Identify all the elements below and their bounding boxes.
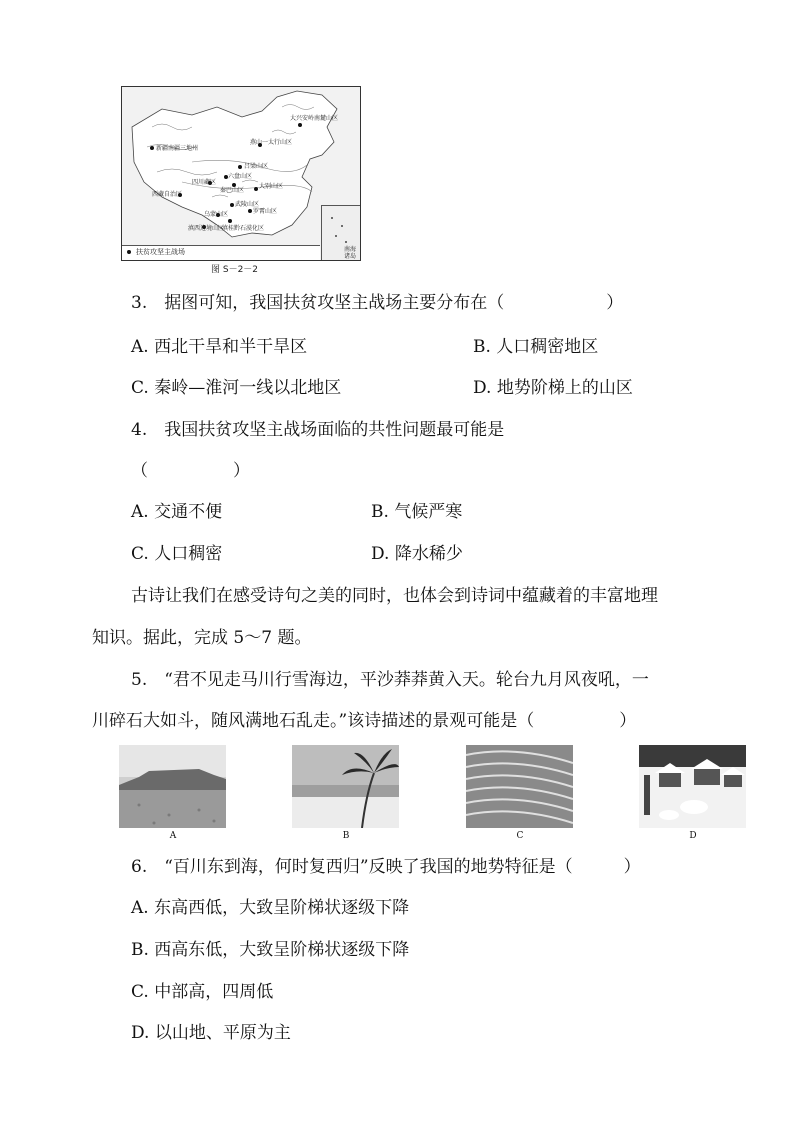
photo-label-a: A [169, 831, 177, 841]
q6-stem: 6. “百川东到海，何时复西归”反映了我国的地势特征是（ ） [131, 857, 641, 877]
photo-d-snow-village [639, 745, 746, 828]
map-label-lvliang: 吕梁山区 [244, 163, 269, 170]
map-label-qinba: 秦巴山区 [220, 187, 245, 194]
map-legend [122, 245, 320, 260]
q6-option-b: B. 西高东低，大致呈阶梯状逐级下降 [131, 940, 410, 960]
map-label-wuling: 武陵山区 [235, 201, 260, 208]
legend-dot-icon [127, 250, 131, 254]
photo-a-desert [119, 745, 226, 828]
q4-option-a: A. 交通不便 [131, 502, 223, 522]
map-caption: 图 S－2－2 [211, 265, 259, 275]
map-label-sichuan: 四川藏区 [192, 179, 217, 186]
map-label-dianxi: 滇西边境山区 [188, 225, 225, 232]
q6-option-d: D. 以山地、平原为主 [131, 1023, 291, 1043]
photo-label-c: C [516, 831, 524, 841]
map-label-diangui: 滇桂黔石漠化区 [222, 225, 265, 232]
photo-b-image [292, 745, 399, 828]
q3-option-b: B. 人口稠密地区 [473, 337, 599, 357]
q5-line-2: 川碎石大如斗，随风满地石乱走。”该诗描述的景观可能是（ ） [92, 711, 637, 731]
photo-a-image [119, 745, 226, 828]
intro-line-2: 知识。据此，完成 5～7 题。 [92, 628, 312, 648]
q4-stem: 4. 我国扶贫攻坚主战场面临的共性问题最可能是 [131, 420, 505, 440]
q3-option-d: D. 地势阶梯上的山区 [473, 378, 633, 398]
photo-label-b: B [342, 831, 350, 841]
map-label-luoxiao: 罗霄山区 [253, 208, 278, 215]
map-label-liupan: 六盘山区 [228, 173, 253, 180]
photo-label-d: D [689, 831, 697, 841]
china-poverty-map [121, 86, 361, 261]
q3-option-c: C. 秦岭—淮河一线以北地区 [131, 378, 342, 398]
photo-d-image [639, 745, 746, 828]
photo-b-beach [292, 745, 399, 828]
q5-line-1: 5. “君不见走马川行雪海边，平沙莽莽黄入天。轮台九月风夜吼，一 [131, 670, 649, 690]
legend-text: 扶贫攻坚主战场 [136, 248, 185, 256]
map-label-dabie: 大别山区 [259, 183, 284, 190]
inset-label: 南海诸岛 [344, 246, 357, 260]
q4-option-d: D. 降水稀少 [371, 544, 463, 564]
q6-option-c: C. 中部高，四周低 [131, 982, 274, 1002]
map-label-wumeng: 乌蒙山区 [204, 211, 229, 218]
q4-answer-paren: （ ） [131, 461, 250, 481]
photo-c-image [466, 745, 573, 828]
intro-line-1: 古诗让我们在感受诗句之美的同时，也体会到诗词中蕴藏着的丰富地理 [131, 586, 658, 606]
photo-c-terraces [466, 745, 573, 828]
q3-option-a: A. 西北干旱和半干旱区 [131, 337, 308, 357]
map-label-yanshan: 燕山一太行山区 [250, 139, 293, 146]
map-label-daxinganling: 大兴安岭南麓山区 [290, 115, 339, 122]
q6-option-a: A. 东高西低，大致呈阶梯状逐级下降 [131, 898, 410, 918]
q4-option-c: C. 人口稠密 [131, 544, 223, 564]
map-label-xinjiang: 新疆南疆三地州 [156, 145, 199, 152]
map-label-xizang: 西藏自治区 [152, 191, 183, 198]
q4-option-b: B. 气候严寒 [371, 502, 463, 522]
south-china-sea-inset [321, 205, 360, 260]
q3-stem: 3. 据图可知，我国扶贫攻坚主战场主要分布在（ ） [131, 293, 624, 313]
